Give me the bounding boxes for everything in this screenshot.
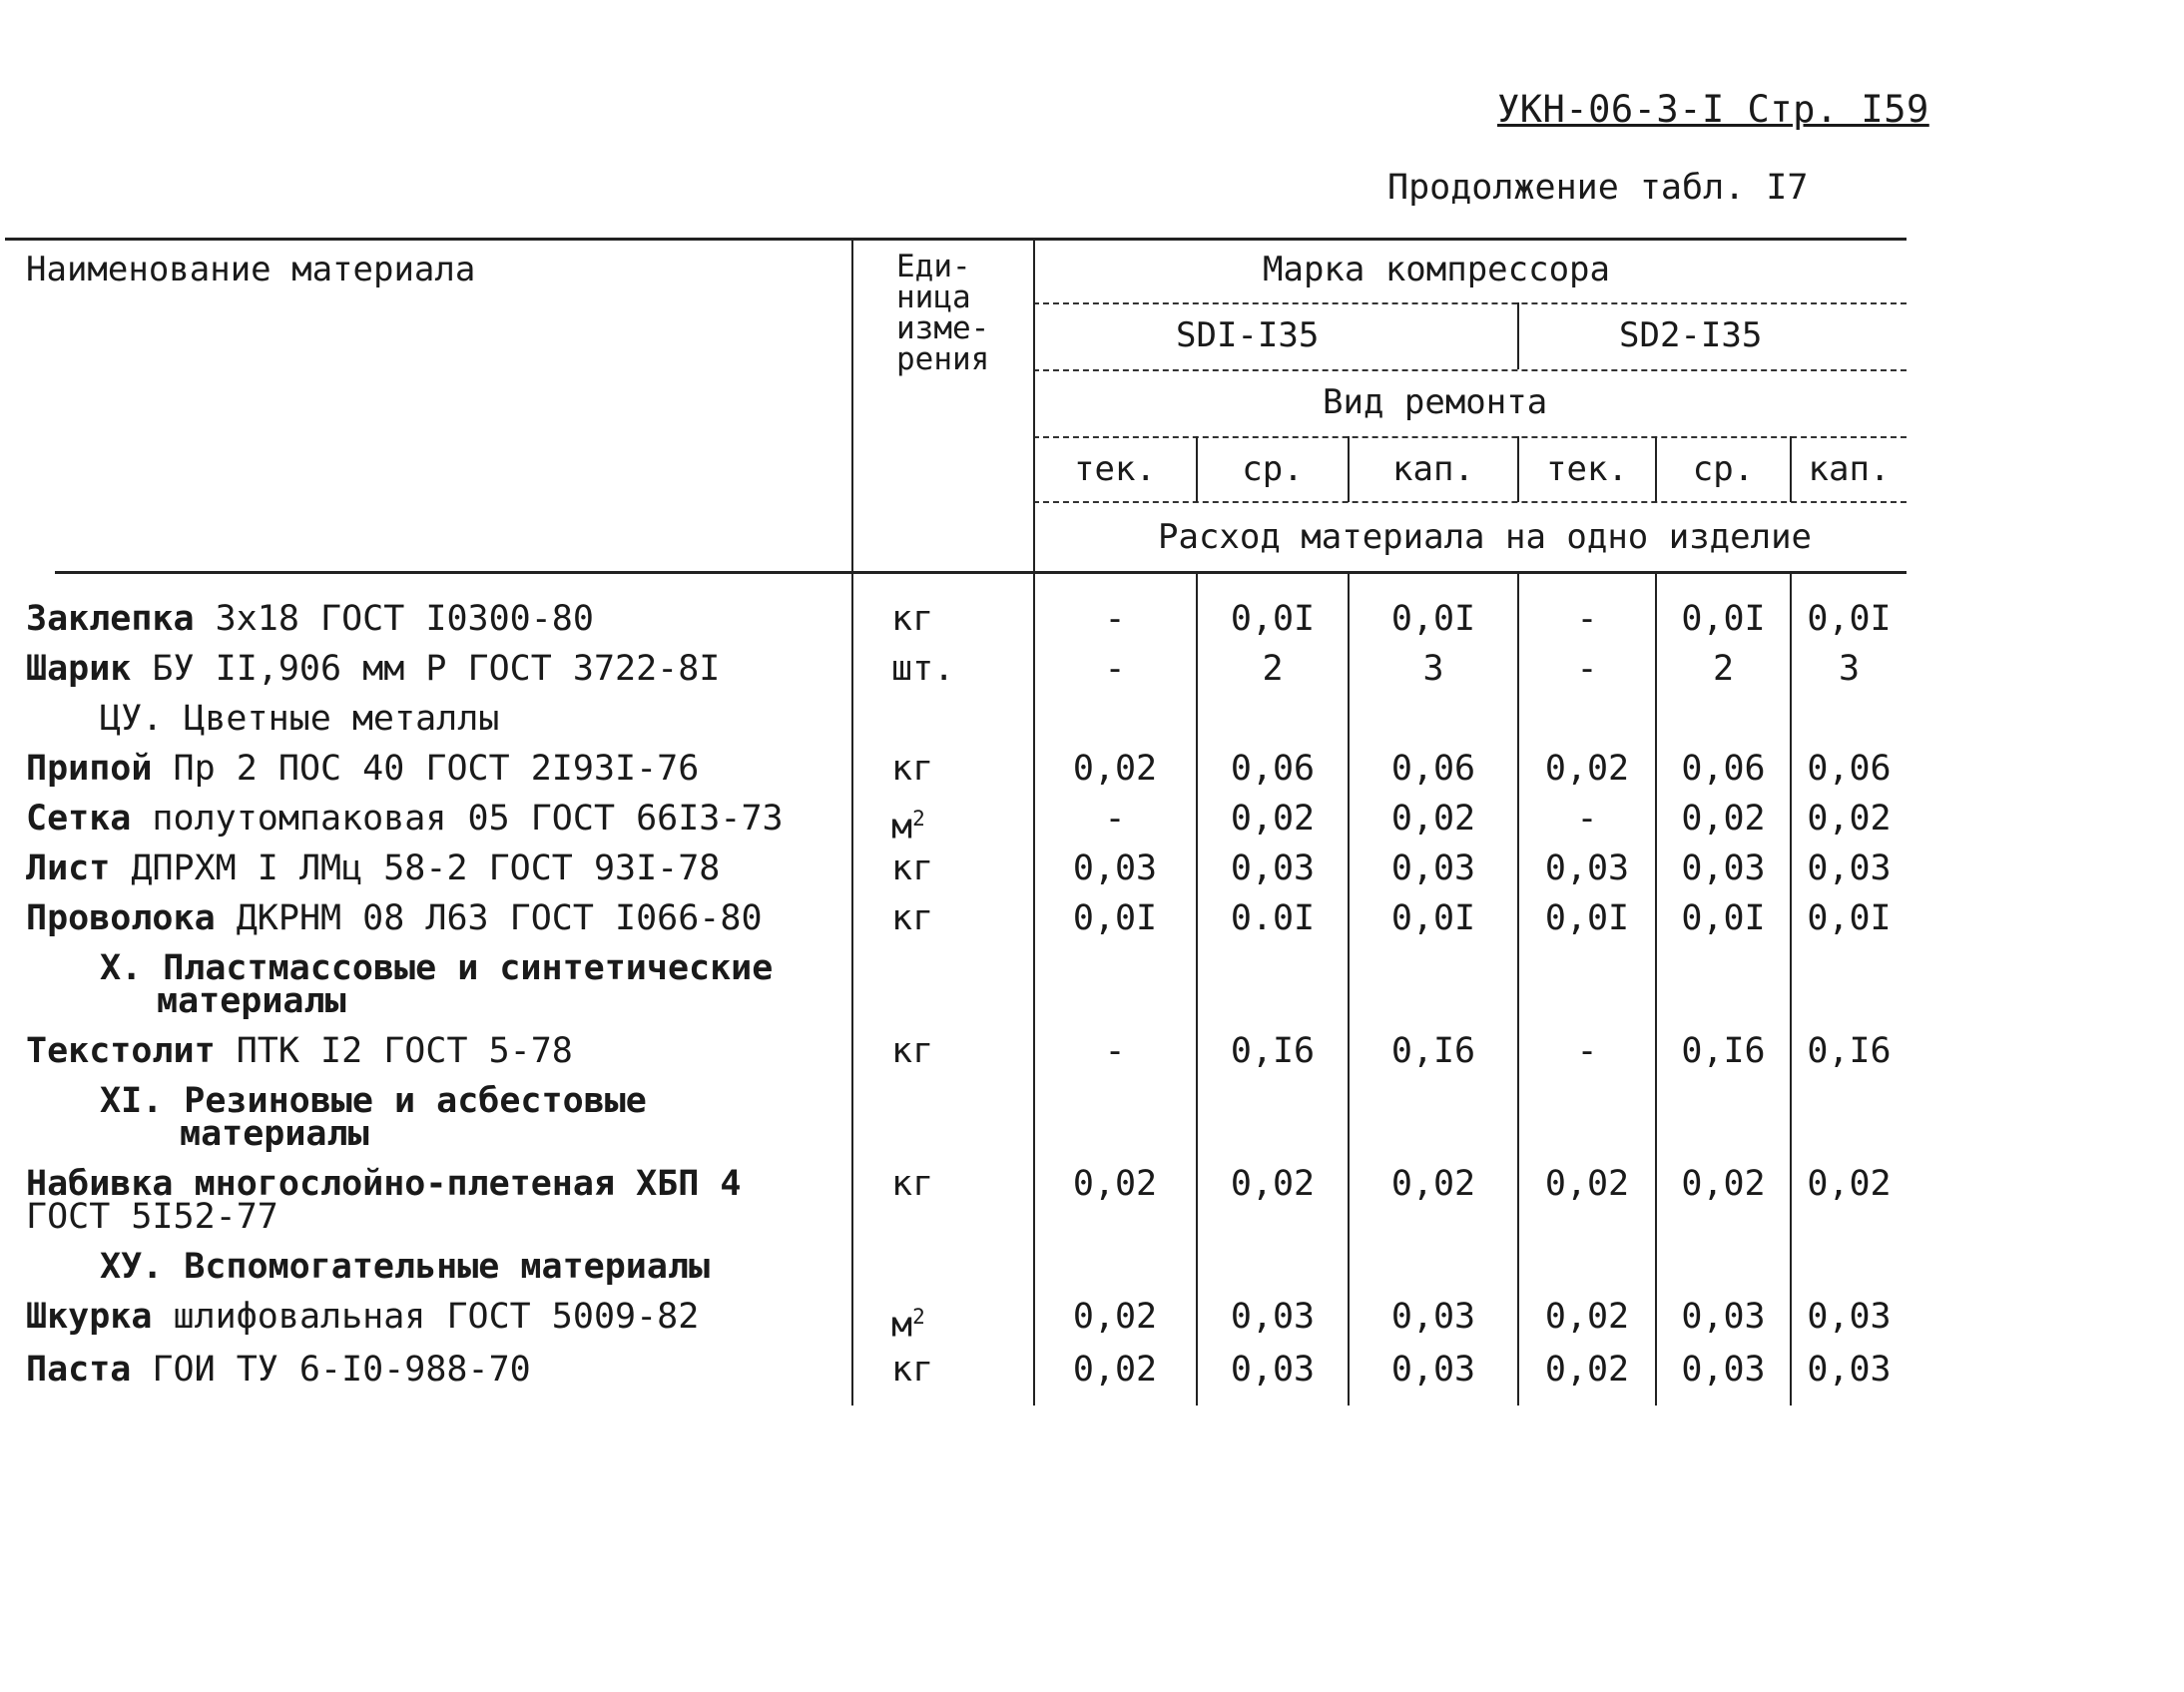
value-cell: 0,0I <box>1390 898 1476 938</box>
value-cell: 0,06 <box>1230 749 1316 789</box>
value-cell: 0,06 <box>1390 749 1476 789</box>
value-cell: 3 <box>1422 649 1444 689</box>
value-cell: 0,03 <box>1807 848 1892 888</box>
col-divider-unit <box>851 238 853 1406</box>
header-unit-line: Еди- <box>896 249 971 284</box>
header-name-column: Наименование материала <box>26 250 476 289</box>
value-cell: 0,02 <box>1072 1350 1158 1390</box>
header-model: SD2-I35 <box>1619 315 1763 355</box>
section-heading-cont: материалы <box>180 1114 369 1154</box>
unit-cell: кг <box>891 599 934 639</box>
material-name: Текстолит ПТК I2 ГОСТ 5-78 <box>26 1031 573 1071</box>
unit-cell: $м^2$ <box>891 807 925 847</box>
value-cell: - <box>1104 799 1126 839</box>
value-cell: 0,02 <box>1544 1297 1630 1337</box>
section-heading: Х. Пластмассовые и синтетические <box>100 948 774 988</box>
value-cell: 0,02 <box>1230 1164 1316 1204</box>
value-cell: 0,06 <box>1807 749 1892 789</box>
section-heading: ЦУ. Цветные металлы <box>100 699 500 739</box>
unit-cell: кг <box>891 898 934 938</box>
header-repair-kind: тек. <box>1074 449 1156 489</box>
table-top-rule <box>5 238 1907 241</box>
material-name-cont: ГОСТ 5I52-77 <box>26 1197 278 1237</box>
header-consumption: Расход материала на одно изделие <box>1158 517 1813 557</box>
value-cell: 0,0I <box>1230 599 1316 639</box>
section-heading: ХУ. Вспомогательные материалы <box>100 1247 711 1287</box>
value-cell: 0,02 <box>1072 1164 1158 1204</box>
value-cell: 0,03 <box>1681 848 1766 888</box>
section-heading-cont: материалы <box>157 981 346 1021</box>
value-cell: 0,02 <box>1544 1350 1630 1390</box>
value-cell: 0,03 <box>1230 1297 1316 1337</box>
header-repair-kind: тек. <box>1546 449 1628 489</box>
value-cell: 0,02 <box>1681 1164 1766 1204</box>
value-cell: 0,03 <box>1390 848 1476 888</box>
value-cell: - <box>1104 1031 1126 1071</box>
material-name: Сетка полутомпаковая 05 ГОСТ 66I3-73 <box>26 799 784 839</box>
unit-cell: $м^2$ <box>891 1305 925 1346</box>
value-cell: 0,03 <box>1681 1297 1766 1337</box>
material-name: Набивка многослойно-плетеная ХБП 4 <box>26 1164 742 1204</box>
value-cell: 0,03 <box>1230 848 1316 888</box>
material-name: Заклепка 3x18 ГОСТ I0300-80 <box>26 599 594 639</box>
value-cell: 0,02 <box>1230 799 1316 839</box>
value-cell: 0,02 <box>1807 799 1892 839</box>
section-heading: XI. Резиновые и асбестовые <box>100 1081 647 1121</box>
header-rule-repair <box>1033 436 1907 438</box>
unit-cell: кг <box>891 1164 934 1204</box>
table-continuation-label: Продолжение табл. I7 <box>1387 168 1809 208</box>
header-rule-brand <box>1033 302 1907 304</box>
unit-cell: кг <box>891 1350 934 1390</box>
value-cell: 0,I6 <box>1230 1031 1316 1071</box>
value-cell: - <box>1576 799 1598 839</box>
value-cell: 0,03 <box>1390 1350 1476 1390</box>
value-cell: 0,06 <box>1681 749 1766 789</box>
material-name: Шарик БУ II,906 мм Р ГОСТ 3722-8I <box>26 649 721 689</box>
value-cell: 0,0I <box>1681 599 1766 639</box>
value-cell: 0,I6 <box>1807 1031 1892 1071</box>
value-cell: 0,02 <box>1072 749 1158 789</box>
col-divider-4 <box>1655 571 1657 1406</box>
header-repair-kind: кап. <box>1808 449 1891 489</box>
value-cell: 0,02 <box>1544 749 1630 789</box>
unit-cell: кг <box>891 848 934 888</box>
header-repair-kind: ср. <box>1242 449 1304 489</box>
header-unit-line: рения <box>896 341 990 377</box>
header-repair-kind: ср. <box>1692 449 1755 489</box>
value-cell: 0,02 <box>1390 1164 1476 1204</box>
col-divider-5 <box>1790 571 1792 1406</box>
unit-cell: кг <box>891 749 934 789</box>
material-name: Паста ГОИ ТУ 6-I0-988-70 <box>26 1350 531 1390</box>
unit-cell: кг <box>891 1031 934 1071</box>
page-reference: УКН-06-3-I Стр. I59 <box>1497 88 1929 131</box>
value-cell: 0,0I <box>1544 898 1630 938</box>
value-cell: 0,03 <box>1807 1350 1892 1390</box>
value-cell: 0,02 <box>1544 1164 1630 1204</box>
material-name: Лист ДПРХМ I ЛМц 58-2 ГОСТ 93I-78 <box>26 848 721 888</box>
header-repair-type: Вид ремонта <box>1323 382 1548 422</box>
col-divider-1 <box>1196 571 1198 1406</box>
value-cell: 0,0I <box>1390 599 1476 639</box>
header-model: SDI-I35 <box>1176 315 1320 355</box>
col-divider-2 <box>1348 571 1350 1406</box>
value-cell: 0,02 <box>1681 799 1766 839</box>
value-cell: 0,0I <box>1072 898 1158 938</box>
value-cell: - <box>1576 1031 1598 1071</box>
value-cell: 0,I6 <box>1390 1031 1476 1071</box>
header-repair-kind: кап. <box>1392 449 1474 489</box>
material-name: Шкурка шлифовальная ГОСТ 5009-82 <box>26 1297 700 1337</box>
value-cell: 0,02 <box>1390 799 1476 839</box>
value-cell: 3 <box>1838 649 1861 689</box>
value-cell: 0,03 <box>1807 1297 1892 1337</box>
value-cell: 0,03 <box>1681 1350 1766 1390</box>
value-cell: 0,03 <box>1544 848 1630 888</box>
value-cell: 0,03 <box>1072 848 1158 888</box>
material-name: Припой Пр 2 ПОС 40 ГОСТ 2I93I-76 <box>26 749 700 789</box>
value-cell: 0,0I <box>1807 898 1892 938</box>
header-unit-line: ница <box>896 280 971 315</box>
header-rule-models <box>1033 369 1907 371</box>
value-cell: - <box>1104 599 1126 639</box>
col-divider-model <box>1517 302 1519 369</box>
material-name: Проволока ДКРНМ 08 Л63 ГОСТ I066-80 <box>26 898 763 938</box>
value-cell: - <box>1576 649 1598 689</box>
unit-cell: шт. <box>891 649 955 689</box>
value-cell: 0,03 <box>1230 1350 1316 1390</box>
header-bottom-rule <box>55 571 1907 574</box>
value-cell: 0,03 <box>1390 1297 1476 1337</box>
value-cell: - <box>1576 599 1598 639</box>
header-compressor-brand: Марка компрессора <box>1263 250 1610 289</box>
header-rule-kinds <box>1033 501 1907 503</box>
value-cell: 0,0I <box>1681 898 1766 938</box>
value-cell: 0,I6 <box>1681 1031 1766 1071</box>
value-cell: 2 <box>1262 649 1284 689</box>
value-cell: 0,0I <box>1807 599 1892 639</box>
header-unit-line: изме- <box>896 310 990 346</box>
value-cell: 0,02 <box>1807 1164 1892 1204</box>
value-cell: - <box>1104 649 1126 689</box>
value-cell: 0,02 <box>1072 1297 1158 1337</box>
col-divider-3 <box>1517 571 1519 1406</box>
value-cell: 0.0I <box>1230 898 1316 938</box>
value-cell: 2 <box>1712 649 1735 689</box>
